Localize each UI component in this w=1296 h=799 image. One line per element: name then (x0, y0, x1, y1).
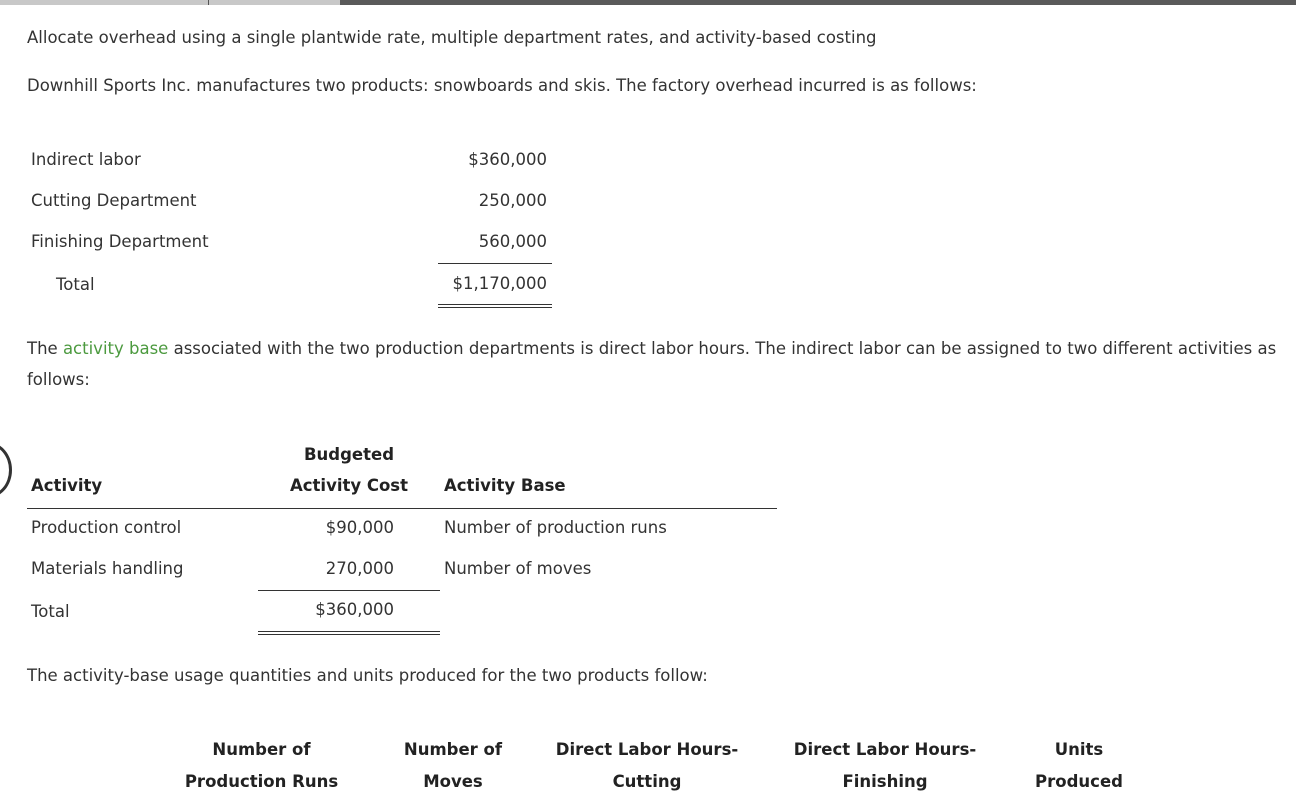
activity-paragraph-text: associated with the two production departments is direct labor hours. The indirect labor can be assigned to two different activities as follows: (27, 339, 1277, 389)
activity-total-label: Total (31, 602, 70, 621)
overhead-row-label: Indirect labor (31, 150, 141, 169)
overhead-total-amount: $1,170,000 (452, 274, 547, 293)
header-units-line1: Units (1054, 740, 1104, 759)
header-production-runs-line2: Production Runs (184, 772, 339, 791)
header-rule (27, 508, 777, 509)
total-double-rule (438, 304, 552, 308)
top-tab-bar (0, 0, 340, 5)
side-circle-icon[interactable] (0, 442, 12, 498)
subtotal-rule (258, 590, 440, 591)
header-dlh-cutting-line1: Direct Labor Hours- (555, 740, 739, 759)
problem-description: Downhill Sports Inc. manufactures two products: snowboards and skis. The factory overhead incurred is as follows: (27, 76, 977, 95)
top-bar (340, 0, 1296, 5)
overhead-row-label: Finishing Department (31, 232, 209, 251)
total-double-rule (258, 631, 440, 635)
activity-paragraph-text: The (27, 339, 63, 358)
header-cost-line1: Budgeted (303, 445, 395, 464)
activity-paragraph (27, 333, 1287, 395)
header-dlh-finishing-line1: Direct Labor Hours- (793, 740, 977, 759)
overhead-total-label: Total (56, 275, 95, 294)
activity-total-amount: $360,000 (315, 600, 394, 619)
header-base: Activity Base (444, 476, 566, 495)
problem-title: Allocate overhead using a single plantwide rate, multiple department rates, and activity-based costing (27, 28, 877, 47)
activity-row-base: Number of moves (444, 559, 592, 578)
activity-row-cost: $90,000 (325, 518, 394, 537)
overhead-row-amount: $360,000 (468, 150, 547, 169)
overhead-row-amount: 560,000 (478, 232, 547, 251)
overhead-row-label: Cutting Department (31, 191, 197, 210)
header-moves-line2: Moves (423, 772, 483, 791)
usage-paragraph: The activity-base usage quantities and units produced for the two products follow: (27, 666, 708, 685)
activity-row-cost: 270,000 (325, 559, 394, 578)
overhead-row-amount: 250,000 (478, 191, 547, 210)
header-cost-line2: Activity Cost (289, 476, 409, 495)
activity-row-name: Materials handling (31, 559, 184, 578)
header-dlh-finishing-line2: Finishing (842, 772, 928, 791)
subtotal-rule (438, 263, 552, 264)
top-tab-divider (208, 0, 209, 5)
activity-row-base: Number of production runs (444, 518, 667, 537)
activity-base-link[interactable]: activity base (62, 339, 169, 358)
header-moves-line1: Number of (403, 740, 503, 759)
header-production-runs-line1: Number of (212, 740, 311, 759)
header-dlh-cutting-line2: Cutting (612, 772, 682, 791)
header-units-line2: Produced (1035, 772, 1123, 791)
header-activity: Activity (31, 476, 103, 495)
activity-row-name: Production control (31, 518, 182, 537)
